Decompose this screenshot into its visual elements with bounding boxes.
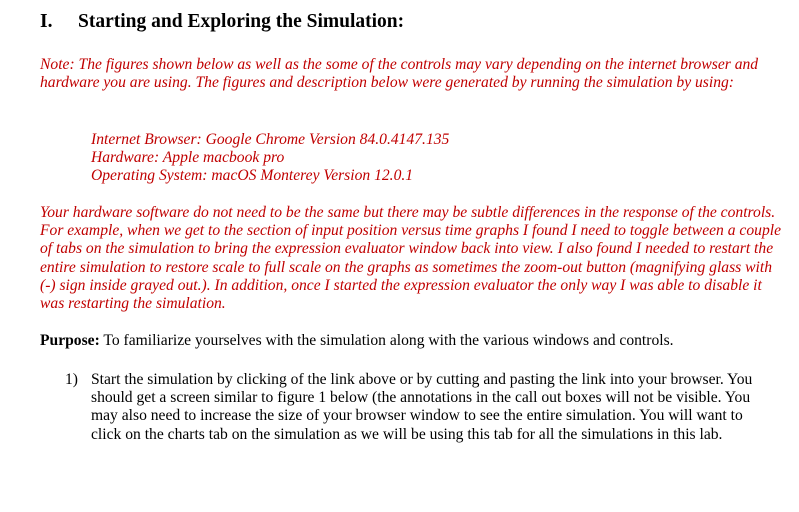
purpose-text: To familiarize yourselves with the simulation along with the various windows and controls. [99,332,674,349]
list-item-marker: 1) [65,371,78,388]
list-item-text: Start the simulation by clicking of the link above or by cutting and pasting the link into your browser. You should get a screen similar to figure 1 below (the annotations in the call out boxes will not be visible. You may also need to increase the size of your browser window to see the entire simulation. You will want to click on the charts tab on the simulation as we will be using this tab for all the simulations in this lab. [91,371,753,443]
section-number: I. [40,11,53,32]
hardware-caveat-paragraph: Your hardware software do not need to be the same but there may be subtle differences in the response of the controls. For example, when we get to the section of input position versus time graphs I found I need to toggle between a couple of tabs on the simulation to bring the expression evaluator window back into view. I also found I needed to restart the entire simulation to restore scale to full scale on the graphs as sometimes the zoom-out button (magnifying glass with (-) sign inside grayed out.). In addition, once I started the expression evaluator the only way I was able to disable it was restarting the simulation. [40,204,782,313]
purpose-label: Purpose: [40,332,100,349]
purpose-statement [40,331,674,350]
system-spec-block [91,131,449,185]
spec-hardware: Hardware: Apple macbook pro [91,149,285,166]
browser-note: Note: The figures shown below as well as the some of the controls may vary depending on the internet browser and hardware you are using. The figures and description below were generated by running the simulation by using: [40,56,759,91]
spec-os: Operating System: macOS Monterey Version 12.0.1 [91,167,414,184]
section-title: Starting and Exploring the Simulation: [78,11,405,32]
spec-browser: Internet Browser: Google Chrome Version 84.0.4147.135 [91,131,450,148]
section-heading [40,10,404,34]
